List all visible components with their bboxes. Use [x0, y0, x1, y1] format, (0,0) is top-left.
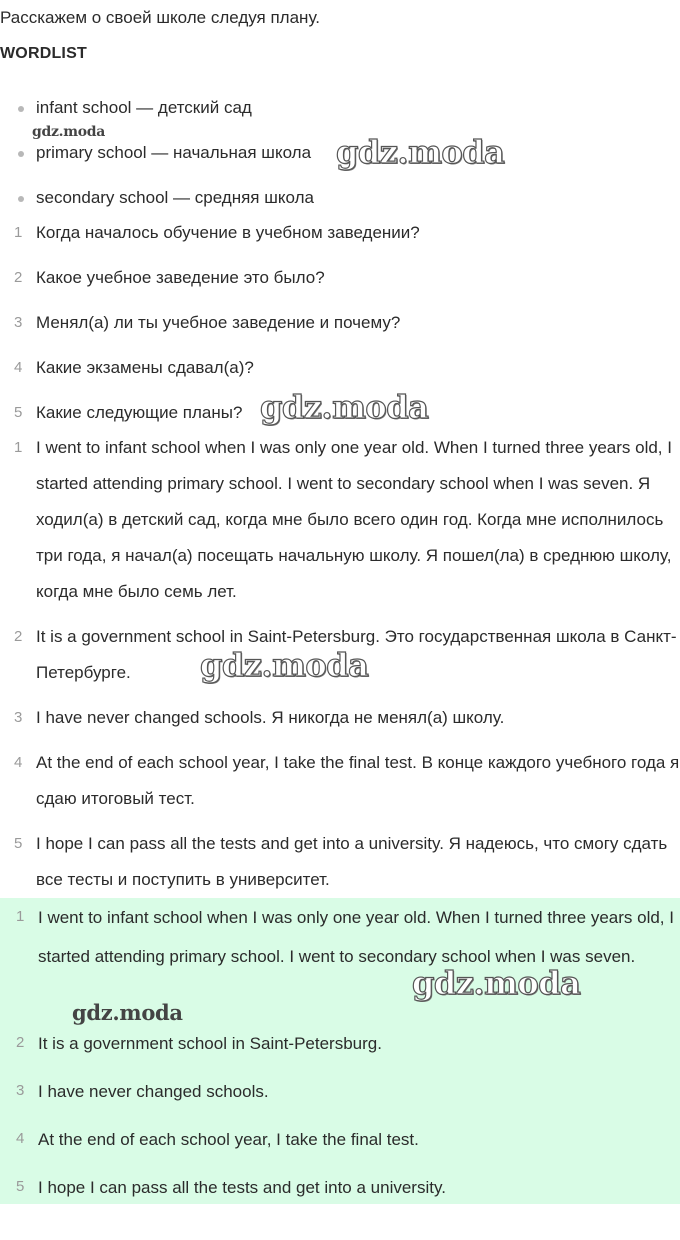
question-number: 3	[14, 314, 23, 331]
question-number: 1	[14, 224, 23, 241]
question-number: 5	[14, 404, 23, 421]
watermark-logo: gdz.moda	[412, 964, 581, 1002]
wordlist-heading: WORDLIST	[0, 45, 87, 62]
final-answer-number: 1	[16, 908, 25, 925]
question-text: Какое учебное заведение это было?	[36, 268, 325, 287]
final-answer-number: 3	[16, 1082, 25, 1099]
watermark-logo: gdz.moda	[72, 1000, 183, 1025]
final-answer-box	[0, 898, 680, 1204]
final-answer-number: 5	[16, 1178, 25, 1195]
bullet-icon	[18, 106, 24, 112]
answer-text: I hope I can pass all the tests and get into a university. Я надеюсь, что смогу сдать все тесты и поступить в университет.	[36, 834, 668, 889]
answer-text: I went to infant school when I was only one year old. When I turned three years old, I started attending primary school. I went to secondary school when I was seven. Я ходил(а) в детский сад, когда мне было всего один год. Когда мне исполнилось три года, я начал(а) посещать начальную школу. Я пошел(ла) в среднюю школу, когда мне было семь лет.	[36, 438, 672, 601]
wordlist-item-text: secondary school — средняя школа	[36, 188, 314, 207]
question-text: Какие следующие планы?	[36, 403, 243, 422]
bullet-icon	[18, 151, 24, 157]
watermark-logo: gdz.moda	[336, 133, 505, 171]
question-number: 4	[14, 359, 23, 376]
answer-number: 2	[14, 628, 23, 645]
wordlist-item-text: infant school — детский сад	[36, 98, 252, 117]
watermark-logo: gdz.moda	[32, 124, 106, 140]
bullet-icon	[18, 196, 24, 202]
final-answer-text: It is a government school in Saint-Petersburg.	[38, 1034, 382, 1053]
final-answer-text: I have never changed schools.	[38, 1082, 269, 1101]
answer-text: It is a government school in Saint-Petersburg. Это государственная школа в Санкт-Петербурге.	[36, 627, 677, 682]
final-answer-number: 2	[16, 1034, 25, 1051]
watermark-logo: gdz.moda	[200, 646, 369, 684]
final-answer-text: At the end of each school year, I take the final test.	[38, 1130, 419, 1149]
final-answer-number: 4	[16, 1130, 25, 1147]
final-answer-text: I went to infant school when I was only one year old. When I turned three years old, I started attending primary school. I went to secondary school when I was seven.	[38, 908, 674, 966]
question-number: 2	[14, 269, 23, 286]
answer-text: I have never changed schools. Я никогда не менял(а) школу.	[36, 708, 505, 727]
watermark-logo: gdz.moda	[260, 388, 429, 426]
question-text: Менял(а) ли ты учебное заведение и почему?	[36, 313, 401, 332]
answer-number: 1	[14, 439, 23, 456]
question-text: Когда началось обучение в учебном заведении?	[36, 223, 420, 242]
wordlist-item-text: primary school — начальная школа	[36, 143, 312, 162]
question-text: Какие экзамены сдавал(а)?	[36, 358, 254, 377]
answer-number: 3	[14, 709, 23, 726]
answer-text: At the end of each school year, I take the final test. В конце каждого учебного года я сдаю итоговый тест.	[36, 753, 680, 808]
answer-number: 5	[14, 835, 23, 852]
intro-text: Расскажем о своей школе следуя плану.	[0, 8, 320, 27]
answer-number: 4	[14, 754, 23, 771]
final-answer-text: I hope I can pass all the tests and get into a university.	[38, 1178, 446, 1197]
